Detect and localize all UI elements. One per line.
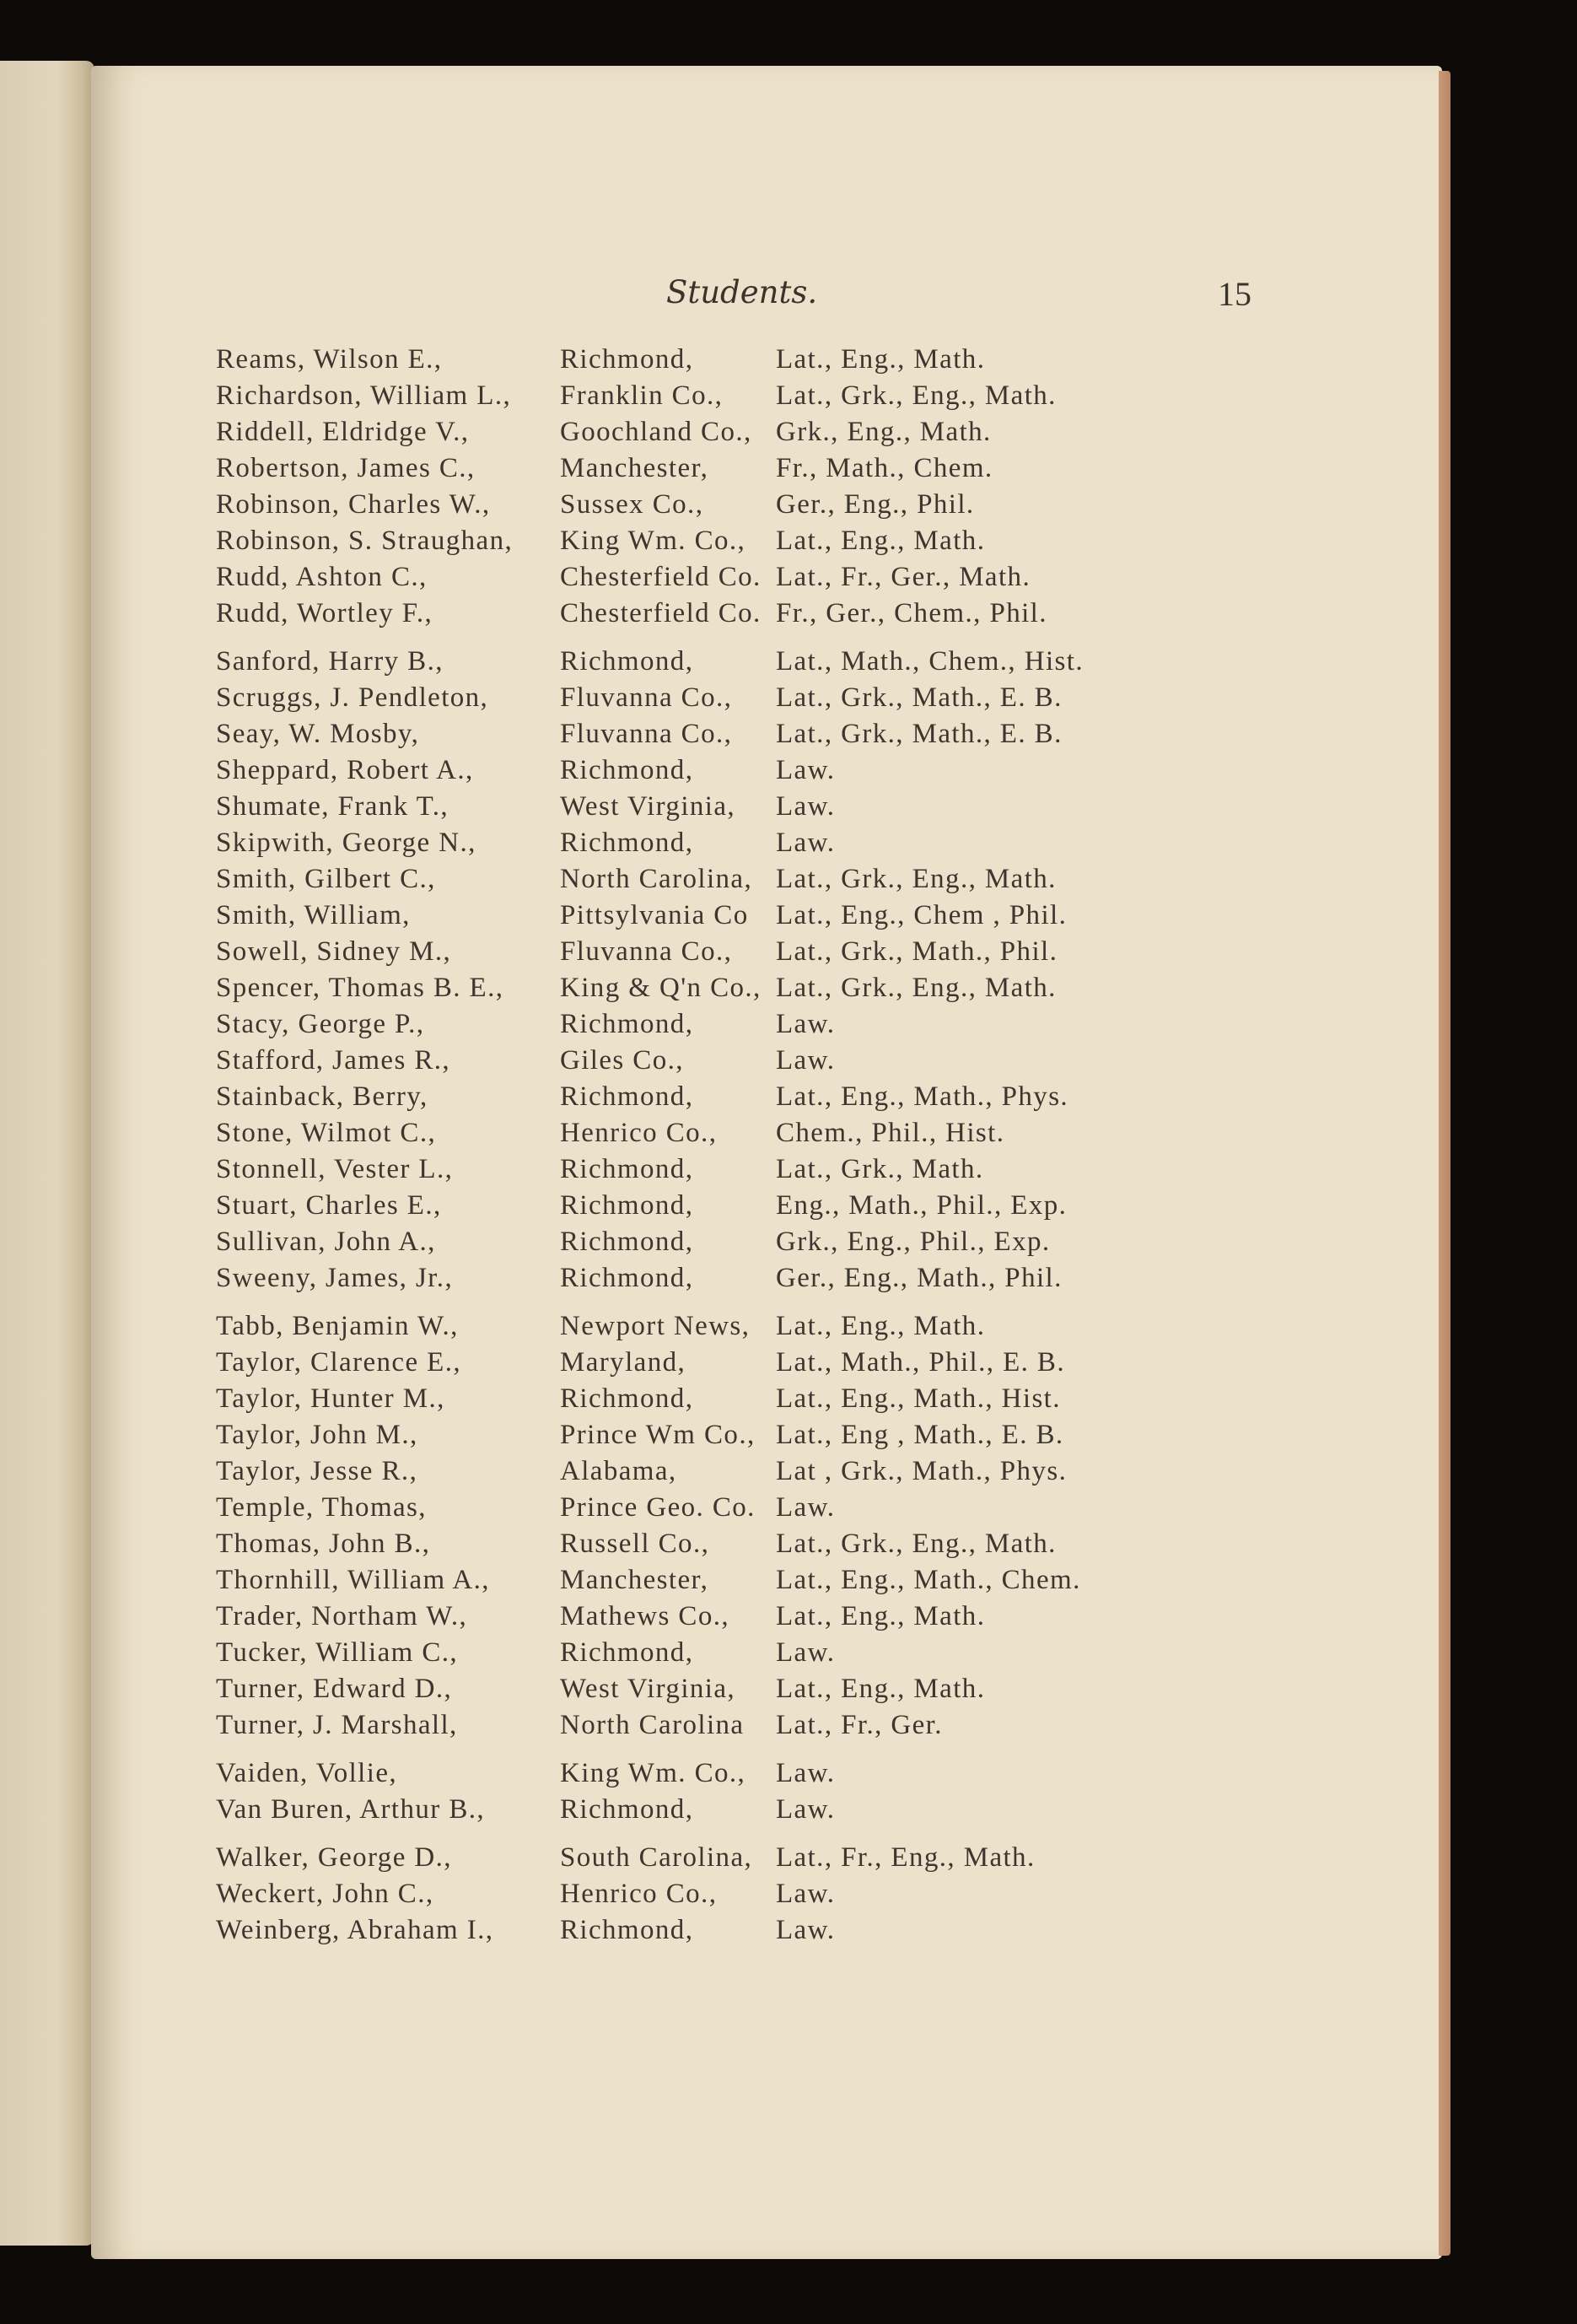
student-studies: Fr., Ger., Chem., Phil. — [776, 598, 1047, 628]
student-name: Stonnell, Vester L., — [216, 1154, 454, 1184]
student-name: Trader, Northam W., — [216, 1601, 468, 1631]
student-residence: Pittsylvania Co — [560, 900, 749, 930]
student-name: Richardson, William L., — [216, 380, 512, 411]
student-residence: Richmond, — [560, 1637, 694, 1668]
student-studies: Chem., Phil., Hist. — [776, 1118, 1005, 1148]
student-row — [216, 596, 1160, 632]
student-residence: Fluvanna Co., — [560, 719, 733, 749]
student-residence: King Wm. Co., — [560, 526, 746, 556]
student-studies: Lat., Eng., Math., Phys. — [776, 1081, 1069, 1112]
student-name: Weckert, John C., — [216, 1879, 434, 1909]
student-name: Smith, Gilbert C., — [216, 864, 436, 894]
student-residence: Mathews Co., — [560, 1601, 730, 1631]
student-studies: Lat., Eng., Math. — [776, 1311, 986, 1341]
student-studies: Law. — [776, 1915, 836, 1945]
student-studies: Lat., Fr., Eng., Math. — [776, 1842, 1036, 1873]
student-row — [216, 1079, 1160, 1115]
student-row — [216, 1635, 1160, 1671]
student-row — [216, 1453, 1160, 1490]
student-row — [216, 1151, 1160, 1188]
student-residence: Manchester, — [560, 1565, 709, 1595]
student-row — [216, 1526, 1160, 1562]
student-name: Sowell, Sidney M., — [216, 936, 452, 967]
student-row — [216, 1188, 1160, 1224]
page-stack-edge — [1439, 71, 1451, 2256]
student-residence: Newport News, — [560, 1311, 751, 1341]
student-row — [216, 789, 1160, 825]
student-residence: Giles Co., — [560, 1045, 684, 1076]
student-studies: Lat., Grk., Eng., Math. — [776, 1529, 1057, 1559]
student-studies: Lat., Fr., Ger., Math. — [776, 562, 1031, 592]
student-studies: Lat., Math., Phil., E. B. — [776, 1347, 1065, 1378]
student-studies: Lat., Grk., Math. — [776, 1154, 984, 1184]
student-row — [216, 1671, 1160, 1707]
student-studies: Grk., Eng., Phil., Exp. — [776, 1227, 1051, 1257]
student-name: Sanford, Harry B., — [216, 646, 444, 677]
student-row — [216, 825, 1160, 861]
student-residence: West Virginia, — [560, 1674, 736, 1704]
student-name: Spencer, Thomas B. E., — [216, 973, 504, 1003]
student-name: Skipwith, George N., — [216, 828, 476, 858]
student-residence: Richmond, — [560, 344, 694, 375]
student-row — [216, 1043, 1160, 1079]
student-name: Rudd, Wortley F., — [216, 598, 433, 628]
student-row — [216, 716, 1160, 752]
roster-group — [216, 1755, 1160, 1828]
student-studies: Lat., Eng., Math., Hist. — [776, 1383, 1061, 1414]
student-name: Taylor, John M., — [216, 1420, 418, 1450]
student-residence: Henrico Co., — [560, 1118, 718, 1148]
student-name: Tucker, William C., — [216, 1637, 459, 1668]
student-name: Thomas, John B., — [216, 1529, 431, 1559]
student-row — [216, 414, 1160, 450]
student-row — [216, 898, 1160, 934]
student-row — [216, 1792, 1160, 1828]
student-row — [216, 1260, 1160, 1297]
student-row — [216, 487, 1160, 523]
student-residence: Richmond, — [560, 755, 694, 785]
student-row — [216, 1308, 1160, 1345]
student-residence: Richmond, — [560, 1227, 694, 1257]
student-row — [216, 559, 1160, 596]
student-residence: Richmond, — [560, 646, 694, 677]
student-row — [216, 1876, 1160, 1912]
student-row — [216, 644, 1160, 680]
student-name: Reams, Wilson E., — [216, 344, 443, 375]
student-residence: Richmond, — [560, 1009, 694, 1039]
student-residence: Fluvanna Co., — [560, 682, 733, 713]
student-residence: North Carolina — [560, 1710, 745, 1740]
student-studies: Lat., Grk., Eng., Math. — [776, 864, 1057, 894]
student-name: Taylor, Hunter M., — [216, 1383, 445, 1414]
student-row — [216, 1490, 1160, 1526]
student-name: Van Buren, Arthur B., — [216, 1794, 486, 1825]
student-studies: Fr., Math., Chem. — [776, 453, 993, 483]
student-studies: Ger., Eng., Phil. — [776, 489, 975, 520]
roster-group — [216, 644, 1160, 1297]
student-name: Scruggs, J. Pendleton, — [216, 682, 489, 713]
student-residence: Richmond, — [560, 1794, 694, 1825]
student-row — [216, 1006, 1160, 1043]
student-studies: Law. — [776, 1009, 836, 1039]
student-studies: Eng., Math., Phil., Exp. — [776, 1190, 1068, 1221]
student-studies: Ger., Eng., Math., Phil. — [776, 1263, 1063, 1293]
student-name: Rudd, Ashton C., — [216, 562, 428, 592]
student-name: Seay, W. Mosby, — [216, 719, 420, 749]
student-studies: Law. — [776, 1492, 836, 1523]
student-name: Stafford, James R., — [216, 1045, 451, 1076]
student-studies: Law. — [776, 1637, 836, 1668]
student-residence: Alabama, — [560, 1456, 677, 1486]
student-residence: Richmond, — [560, 828, 694, 858]
student-name: Temple, Thomas, — [216, 1492, 427, 1523]
student-row — [216, 1912, 1160, 1949]
student-row — [216, 450, 1160, 487]
student-row — [216, 1599, 1160, 1635]
student-residence: Sussex Co., — [560, 489, 704, 520]
student-residence: Richmond, — [560, 1081, 694, 1112]
student-name: Weinberg, Abraham I., — [216, 1915, 494, 1945]
student-row — [216, 1115, 1160, 1151]
student-studies: Lat., Grk., Eng., Math. — [776, 380, 1057, 411]
page-number: 15 — [1218, 275, 1251, 313]
student-studies: Lat., Grk., Math., E. B. — [776, 719, 1063, 749]
student-row — [216, 1417, 1160, 1453]
student-studies: Lat., Eng., Math. — [776, 1601, 986, 1631]
student-name: Thornhill, William A., — [216, 1565, 490, 1595]
student-name: Tabb, Benjamin W., — [216, 1311, 459, 1341]
student-residence: Richmond, — [560, 1190, 694, 1221]
student-residence: Richmond, — [560, 1154, 694, 1184]
student-studies: Lat., Math., Chem., Hist. — [776, 646, 1084, 677]
student-row — [216, 1381, 1160, 1417]
student-studies: Lat., Eng., Chem , Phil. — [776, 900, 1068, 930]
student-residence: Goochland Co., — [560, 417, 752, 447]
student-studies: Lat., Eng., Math. — [776, 526, 986, 556]
student-studies: Lat., Grk., Math., E. B. — [776, 682, 1063, 713]
student-residence: King & Q'n Co., — [560, 973, 762, 1003]
student-row — [216, 680, 1160, 716]
student-name: Sullivan, John A., — [216, 1227, 436, 1257]
student-row — [216, 523, 1160, 559]
student-residence: Franklin Co., — [560, 380, 724, 411]
student-name: Turner, J. Marshall, — [216, 1710, 458, 1740]
student-studies: Lat., Eng., Math., Chem. — [776, 1565, 1081, 1595]
student-studies: Lat., Grk., Math., Phil. — [776, 936, 1058, 967]
student-row — [216, 1707, 1160, 1744]
student-residence: Prince Wm Co., — [560, 1420, 756, 1450]
student-roster — [216, 342, 1160, 1960]
student-name: Stacy, George P., — [216, 1009, 425, 1039]
student-studies: Law. — [776, 1879, 836, 1909]
student-name: Stone, Wilmot C., — [216, 1118, 437, 1148]
student-name: Smith, William, — [216, 900, 411, 930]
student-name: Walker, George D., — [216, 1842, 452, 1873]
student-name: Turner, Edward D., — [216, 1674, 453, 1704]
student-row — [216, 861, 1160, 898]
student-name: Riddell, Eldridge V., — [216, 417, 470, 447]
student-residence: South Carolina, — [560, 1842, 753, 1873]
student-name: Stainback, Berry, — [216, 1081, 428, 1112]
student-row — [216, 1345, 1160, 1381]
student-residence: Russell Co., — [560, 1529, 710, 1559]
student-name: Robertson, James C., — [216, 453, 476, 483]
roster-group — [216, 1840, 1160, 1949]
student-name: Sheppard, Robert A., — [216, 755, 474, 785]
student-residence: Fluvanna Co., — [560, 936, 733, 967]
student-studies: Lat., Eng., Math. — [776, 1674, 986, 1704]
student-row — [216, 1562, 1160, 1599]
student-name: Stuart, Charles E., — [216, 1190, 442, 1221]
student-row — [216, 1224, 1160, 1260]
roster-group — [216, 342, 1160, 632]
student-residence: Chesterfield Co. — [560, 598, 762, 628]
student-name: Taylor, Clarence E., — [216, 1347, 462, 1378]
student-row — [216, 342, 1160, 378]
student-residence: West Virginia, — [560, 791, 736, 822]
roster-group — [216, 1308, 1160, 1744]
running-title: Students. — [666, 274, 818, 310]
student-name: Vaiden, Vollie, — [216, 1758, 398, 1788]
student-residence: Richmond, — [560, 1383, 694, 1414]
student-name: Sweeny, James, Jr., — [216, 1263, 454, 1293]
student-row — [216, 378, 1160, 414]
student-row — [216, 970, 1160, 1006]
student-row — [216, 1755, 1160, 1792]
student-studies: Grk., Eng., Math. — [776, 417, 992, 447]
student-row — [216, 934, 1160, 970]
student-studies: Lat., Fr., Ger. — [776, 1710, 943, 1740]
facing-page-edge — [0, 61, 94, 2246]
student-studies: Law. — [776, 1758, 836, 1788]
student-studies: Law. — [776, 755, 836, 785]
student-studies: Lat., Eng., Math. — [776, 344, 986, 375]
student-residence: Maryland, — [560, 1347, 686, 1378]
student-residence: Prince Geo. Co. — [560, 1492, 756, 1523]
student-studies: Law. — [776, 1045, 836, 1076]
student-residence: King Wm. Co., — [560, 1758, 746, 1788]
student-residence: Chesterfield Co. — [560, 562, 762, 592]
student-studies: Lat., Eng , Math., E. B. — [776, 1420, 1064, 1450]
student-residence: Henrico Co., — [560, 1879, 718, 1909]
student-residence: Richmond, — [560, 1915, 694, 1945]
student-residence: Manchester, — [560, 453, 709, 483]
student-studies: Lat., Grk., Eng., Math. — [776, 973, 1057, 1003]
student-name: Robinson, Charles W., — [216, 489, 491, 520]
student-residence: North Carolina, — [560, 864, 753, 894]
student-name: Taylor, Jesse R., — [216, 1456, 418, 1486]
student-studies: Law. — [776, 1794, 836, 1825]
student-studies: Lat , Grk., Math., Phys. — [776, 1456, 1068, 1486]
student-residence: Richmond, — [560, 1263, 694, 1293]
student-studies: Law. — [776, 828, 836, 858]
student-row — [216, 752, 1160, 789]
student-row — [216, 1840, 1160, 1876]
student-name: Shumate, Frank T., — [216, 791, 449, 822]
student-name: Robinson, S. Straughan, — [216, 526, 514, 556]
student-studies: Law. — [776, 791, 836, 822]
